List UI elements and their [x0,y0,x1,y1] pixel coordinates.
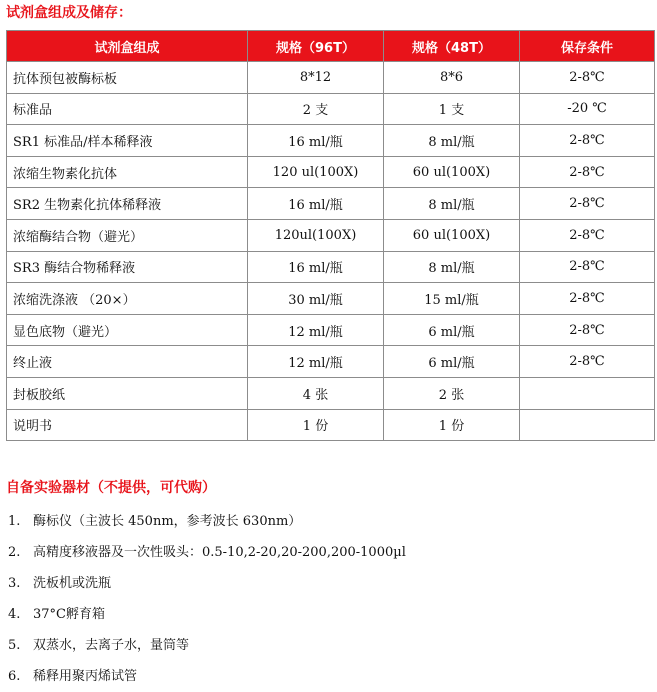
spec-48t: 8*6 [384,62,520,94]
spec-96t: 12 ml/瓶 [248,346,384,378]
spec-96t: 16 ml/瓶 [248,188,384,220]
component-name: 抗体预包被酶标板 [7,62,248,94]
component-name: 浓缩生物素化抗体 [7,156,248,188]
spec-48t: 2 张 [384,377,520,409]
spec-96t: 120ul(100X) [248,219,384,251]
spec-96t: 30 ml/瓶 [248,283,384,315]
component-name: SR2 生物素化抗体稀释液 [7,188,248,220]
component-name: 显色底物（避光） [7,314,248,346]
table-row [7,314,655,346]
table-row [7,156,655,188]
spec-48t: 15 ml/瓶 [384,283,520,315]
table-row [7,377,655,409]
spec-48t: 8 ml/瓶 [384,188,520,220]
table-row [7,251,655,283]
storage-condition: 2-8℃ [520,62,655,94]
storage-condition: 2-8℃ [520,125,655,157]
spec-96t: 2 支 [248,93,384,125]
storage-condition [520,409,655,441]
table-row [7,346,655,378]
spec-48t: 6 ml/瓶 [384,314,520,346]
spec-48t: 1 份 [384,409,520,441]
spec-96t: 4 张 [248,377,384,409]
component-name: 终止液 [7,346,248,378]
list-item [0,568,657,599]
header-spec-48t: 规格（48T） [384,31,520,62]
component-name: 说明书 [7,409,248,441]
item-text: 双蒸水，去离子水，量筒等 [33,638,190,653]
item-number: 3. [8,576,21,591]
list-item [0,599,657,630]
spec-48t: 6 ml/瓶 [384,346,520,378]
storage-condition: 2-8℃ [520,314,655,346]
spec-48t: 8 ml/瓶 [384,251,520,283]
storage-condition: 2-8℃ [520,188,655,220]
table-row [7,93,655,125]
item-number: 5. [8,638,21,653]
component-name: 标准品 [7,93,248,125]
table-row [7,125,655,157]
table-row [7,409,655,441]
spec-48t: 60 ul(100X) [384,219,520,251]
component-name: SR3 酶结合物稀释液 [7,251,248,283]
kit-components-table [6,30,655,441]
equipment-list [0,506,657,692]
item-number: 1. [8,514,21,529]
component-name: 封板胶纸 [7,377,248,409]
storage-condition: 2-8℃ [520,251,655,283]
equipment-heading: 自备实验器材（不提供，可代购） [6,480,216,496]
kit-components-heading: 试剂盒组成及储存： [6,5,132,21]
spec-96t: 12 ml/瓶 [248,314,384,346]
table-row [7,219,655,251]
storage-condition: 2-8℃ [520,156,655,188]
list-item [0,506,657,537]
component-name: 浓缩洗涤液 （20×） [7,283,248,315]
item-number: 2. [8,545,21,560]
table-row [7,62,655,94]
header-spec-96t: 规格（96T） [248,31,384,62]
storage-condition: 2-8℃ [520,283,655,315]
spec-96t: 1 份 [248,409,384,441]
storage-condition [520,377,655,409]
item-number: 6. [8,669,21,684]
item-text: 高精度移液器及一次性吸头：0.5-10,2-20,20-200,200-1000µl [33,545,406,560]
spec-48t: 1 支 [384,93,520,125]
storage-condition: 2-8℃ [520,219,655,251]
component-name: 浓缩酶结合物（避光） [7,219,248,251]
storage-condition: 2-8℃ [520,346,655,378]
item-text: 洗板机或洗瓶 [33,576,112,591]
header-storage: 保存条件 [520,31,655,62]
item-number: 4. [8,607,21,622]
spec-96t: 16 ml/瓶 [248,251,384,283]
storage-condition: -20 ℃ [520,93,655,125]
item-text: 稀释用聚丙烯试管 [33,669,138,684]
spec-96t: 16 ml/瓶 [248,125,384,157]
component-name: SR1 标准品/样本稀释液 [7,125,248,157]
table-header-row [7,31,655,62]
list-item [0,630,657,661]
header-component: 试剂盒组成 [7,31,248,62]
item-text: 37°C孵育箱 [33,607,105,622]
list-item [0,661,657,692]
item-text: 酶标仪（主波长 450nm，参考波长 630nm） [33,514,302,529]
spec-48t: 60 ul(100X) [384,156,520,188]
spec-96t: 120 ul(100X) [248,156,384,188]
list-item [0,537,657,568]
table-row [7,188,655,220]
table-row [7,283,655,315]
spec-96t: 8*12 [248,62,384,94]
spec-48t: 8 ml/瓶 [384,125,520,157]
